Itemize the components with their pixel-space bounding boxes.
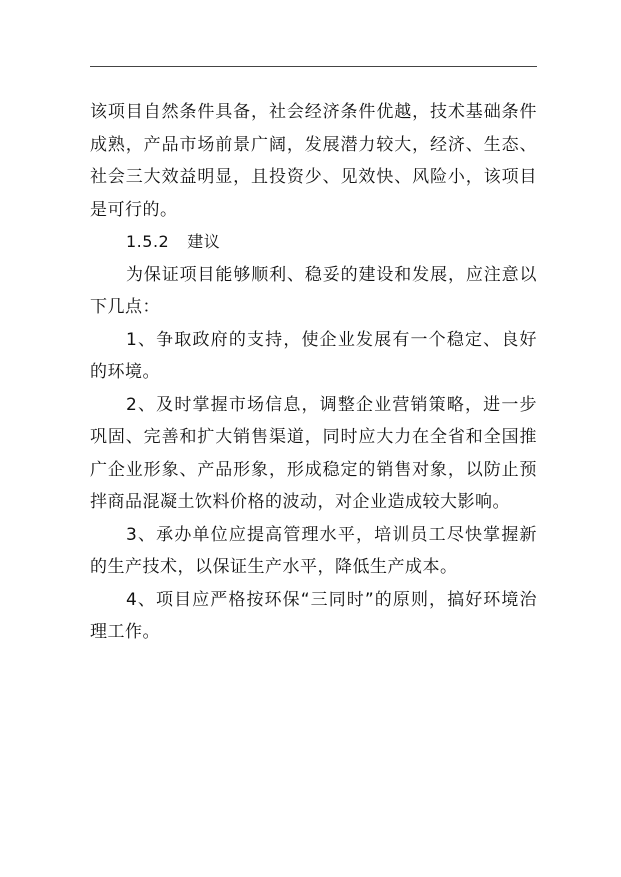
header-rule	[90, 66, 537, 67]
conclusion-paragraph: 该项目自然条件具备，社会经济条件优越，技术基础条件成熟，产品市场前景广阔，发展潜力较大，经济、生态、社会三大效益明显，且投资少、见效快、风险小，该项目是可行的。	[90, 102, 537, 220]
recommendation-item-3: 3、承办单位应提高管理水平，培训员工尽快掌握新的生产技术，以保证生产水平，降低生产成本。	[90, 524, 537, 577]
section-number: 1.5.2	[126, 232, 170, 251]
recommendation-item-2: 2、及时掌握市场信息，调整企业营销策略，进一步巩固、完善和扩大销售渠道，同时应大力在全省和全国推广企业形象、产品形象，形成稳定的销售对象，以防止预拌商品混凝土饮料价格的波动，对企业造成较大影响。	[90, 394, 537, 512]
recommendation-item-1: 1、争取政府的支持，使企业发展有一个稳定、良好的环境。	[90, 329, 537, 382]
intro-paragraph: 为保证项目能够顺利、稳妥的建设和发展，应注意以下几点：	[90, 264, 537, 317]
recommendation-item-4: 4、项目应严格按环保“三同时”的原则，搞好环境治理工作。	[90, 589, 537, 642]
section-title: 建议	[187, 232, 221, 251]
document-body	[90, 96, 537, 649]
section-heading	[90, 226, 537, 259]
